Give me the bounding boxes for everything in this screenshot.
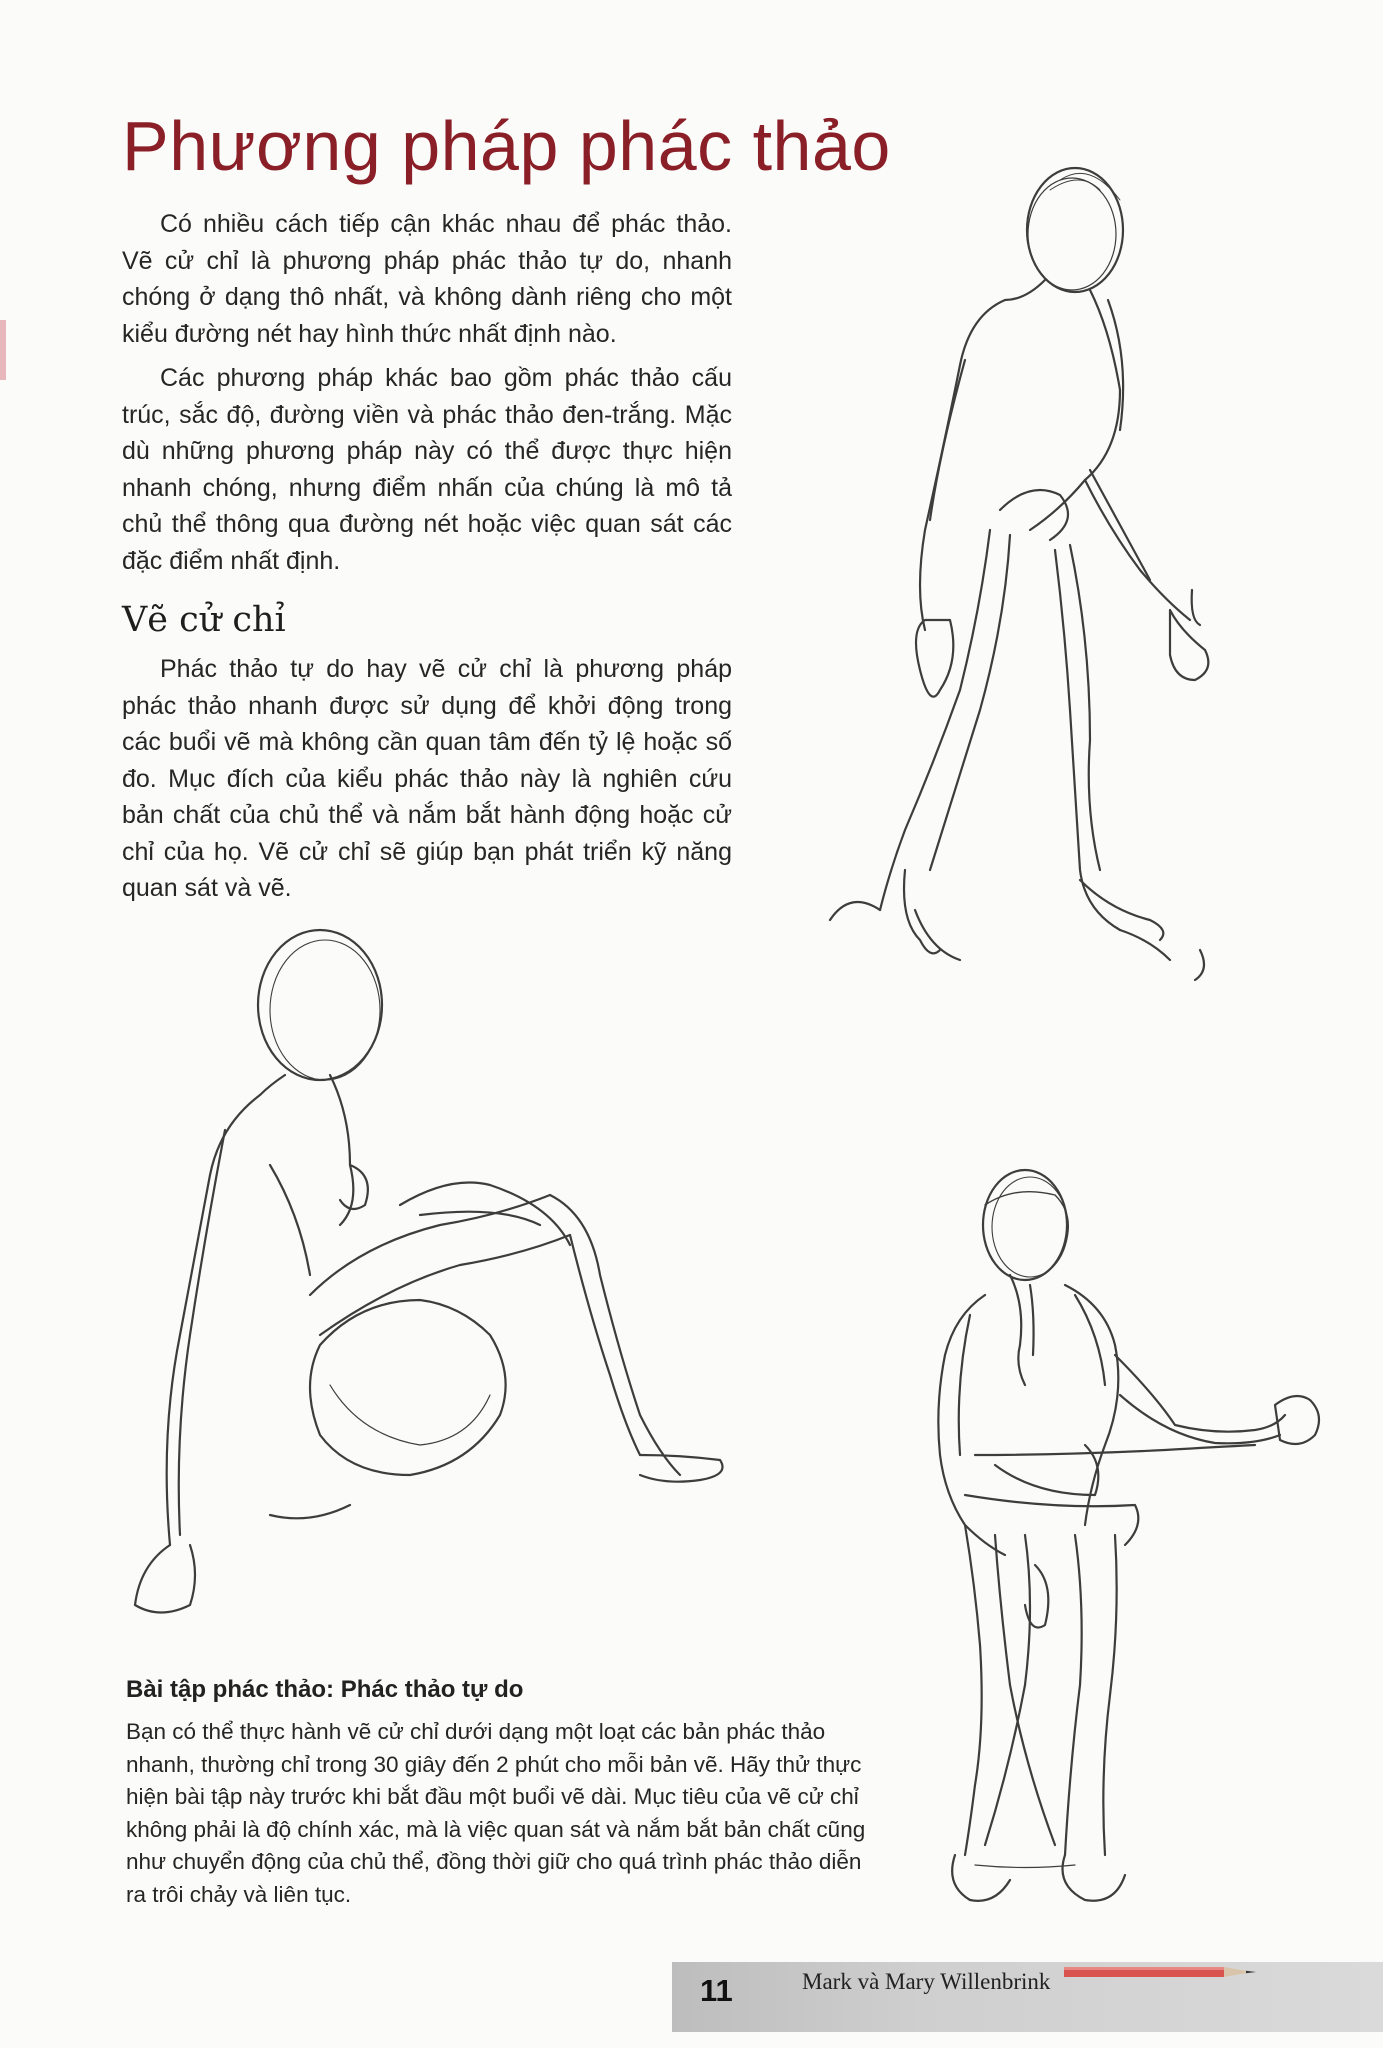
pencil-icon <box>1064 1962 1264 1984</box>
page-number: 11 <box>700 1973 733 2008</box>
exercise-title: Bài tập phác thảo: Phác thảo tự do <box>126 1676 524 1703</box>
section-paragraph: Phác thảo tự do hay vẽ cử chỉ là phương pháp phác thảo nhanh được sử dụng để khởi động trong các buổi vẽ mà không cần quan tâm đến tỷ lệ hoặc số đo. Mục đích của kiểu phác thảo này là nghiên cứu bản chất của chủ thể và nắm bắt hành động hoặc cử chỉ của họ. Vẽ cử chỉ sẽ giúp bạn phát triển kỹ năng quan sát và vẽ. <box>122 655 732 902</box>
page-edge-mark <box>0 320 6 380</box>
standing-figure-sketch <box>915 1165 1345 1925</box>
intro-paragraph-2: Các phương pháp khác bao gồm phác thảo cấu trúc, sắc độ, đường viền và phác thảo đen-trắng. Mặc dù những phương pháp này có thể được thực hiện nhanh chóng, nhưng điểm nhấn của chúng là mô tả chủ thể thông qua đường nét hoặc việc quan sát các đặc điểm nhất định. <box>122 364 732 575</box>
intro-paragraph-1: Có nhiều cách tiếp cận khác nhau để phác thảo. Vẽ cử chỉ là phương pháp phác thảo tự do, nhanh chóng ở dạng thô nhất, và không dành riêng cho một kiểu đường nét hay hình thức nhất định nào. <box>122 210 732 348</box>
seated-figure-sketch <box>120 915 780 1635</box>
page-title: Phương pháp phác thảo <box>122 107 891 185</box>
footer-authors: Mark và Mary Willenbrink <box>802 1969 1051 1994</box>
walking-figure-sketch <box>820 150 1260 1050</box>
exercise-body: Bạn có thể thực hành vẽ cử chỉ dưới dạng một loạt các bản phác thảo nhanh, thường chỉ trong 30 giây đến 2 phút cho mỗi bản vẽ. Hãy thử thực hiện bài tập này trước khi bắt đầu một buổi vẽ dài. Mục tiêu của vẽ cử chỉ không phải là độ chính xác, mà là việc quan sát và nắm bắt bản chất cũng như chuyển động của chủ thể, đồng thời giữ cho quá trình phác thảo diễn ra trôi chảy và liên tục. <box>126 1719 866 1907</box>
section-heading: Vẽ cử chỉ <box>122 600 286 640</box>
